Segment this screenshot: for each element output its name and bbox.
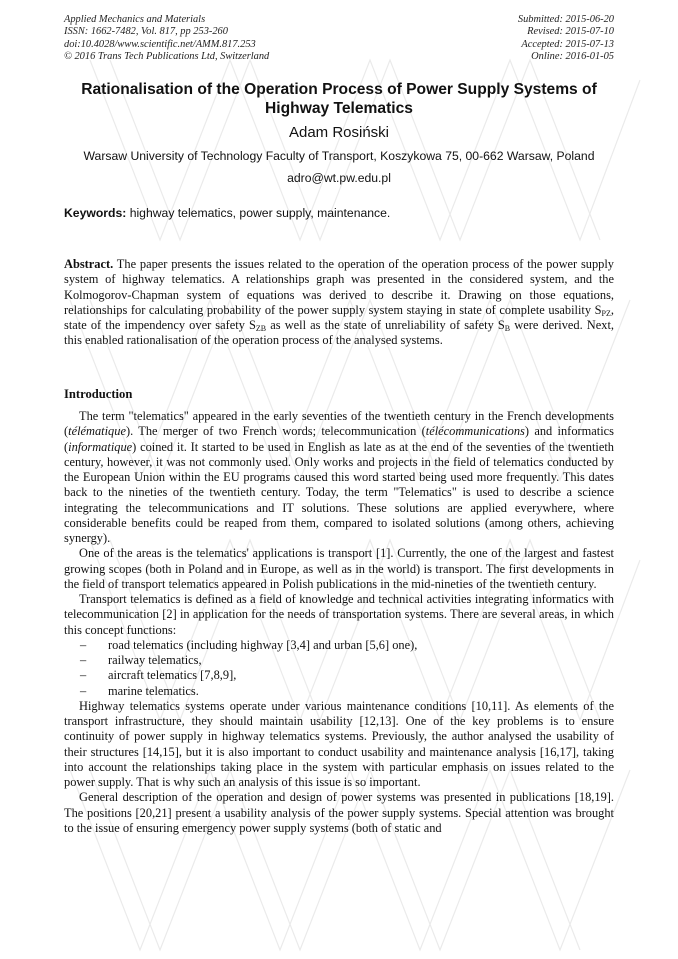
list-marker: – [80, 637, 87, 652]
journal-info [64, 14, 269, 64]
subscript-pz: PZ [601, 308, 611, 318]
author-email[interactable]: adro@wt.pw.edu.pl [287, 171, 391, 185]
italic-term: télématique [68, 424, 126, 439]
text-run: ) and informatics ( [64, 424, 614, 454]
abstract-text: , state of the impendency over safety S [64, 302, 614, 332]
author-affiliation: Warsaw University of Technology Faculty of Transport, Koszykowa 75, 00-662 Warsaw, Poland [83, 149, 595, 163]
date-accepted: Accepted: 2015-07-13 [521, 38, 614, 50]
abstract-text: as well as the state of unreliability of safety S [266, 318, 505, 332]
journal-issn: ISSN: 1662-7482, Vol. 817, pp 253-260 [64, 26, 228, 38]
italic-term: informatique [68, 439, 133, 454]
text-run: ). The merger of two French words; telecommunication ( [125, 424, 426, 439]
text-run: ) coined it. It started to be used in English as late as at the end of the seventies of the twentieth century, however, it was not commonly used. Only works and projects in the field of telematics conducted by the European Union within the EU programs caused this word started being used more frequently. This dates back to the nineties of the twentieth century. Today, the term "Telematics" is used to describe a science integrating the telecommunications and IT solutions. These solutions are applied everywhere, where considerable benefits could be reaped from them, compared to isolated solutions (among others, achieving synergy). [64, 439, 614, 545]
introduction-body [64, 409, 614, 836]
date-submitted: Submitted: 2015-06-20 [517, 14, 614, 25]
abstract [64, 257, 614, 349]
section-heading-introduction: Introduction [64, 387, 133, 401]
list-item-text: aircraft telematics [7,8,9], [108, 668, 237, 683]
paragraph: Highway telematics systems operate under various maintenance conditions [10,11]. As elements of the transport infrastructure, they should maintain usability [12,13]. One of the key problems is to ensure continuity of power supply in highway telematics systems. Previously, the author analysed the usability of their structures [14,15], but it is also important to conduct usability and maintenance analysis [16,17], taking into account the relationships taking place in the system with particular emphasis on issues related to the power supply. That is why such an analysis of this issue is so important. [64, 698, 614, 789]
journal-doi: doi:10.4028/www.scientific.net/AMM.817.253 [64, 38, 256, 50]
paragraph [64, 409, 614, 546]
date-revised: Revised: 2015-07-10 [527, 26, 614, 38]
list-marker: – [80, 653, 87, 667]
journal-name: Applied Mechanics and Materials [64, 14, 206, 25]
publication-dates [518, 14, 614, 64]
abstract-text: were derived. Next, this enabled rationalisation of the operation process of the analysed systems. [64, 318, 614, 348]
list-item-text: marine telematics. [108, 683, 199, 698]
keywords [64, 205, 614, 221]
paper-title: Rationalisation of the Operation Process of Power Supply Systems of Highway Telematics [81, 81, 597, 117]
list-item [64, 668, 614, 683]
list-marker: – [80, 668, 87, 683]
list-item [64, 638, 614, 653]
paragraph: General description of the operation and design of power systems was presented in publications [18,19]. The positions [20,21] present a usability analysis of the power supply systems. Special attention was brought to the issue of ensuring emergency power supply systems (both of static and [64, 790, 614, 835]
italic-term: télécommunications [425, 424, 525, 439]
paragraph: One of the areas is the telematics' applications is transport [1]. Currently, the one of the largest and fastest growing scopes (both in Poland and in Europe, as well as in the world) is transport. The first developments in the field of transport telematics appeared in Polish publications in the mid-nineties of the twentieth century. [64, 546, 614, 591]
abstract-label: Abstract. [64, 257, 114, 271]
subscript-b: B [504, 324, 511, 333]
list-item-text: road telematics (including highway [3,4] and urban [5,6] one), [108, 637, 418, 652]
author-name: Adam Rosiński [288, 124, 390, 141]
text-run: The term "telematics" appeared in the early seventies of the twentieth century in the French developments ( [64, 409, 614, 439]
abstract-text: The paper presents the issues related to the operation of the operation process of the power supply system of highway telematics. A relationships graph was presented in the considered system, and the Kolmogorov-Chapman system of equations was derived to describe it. Drawing on those equations, relationships for calculating probability of the power supply system staying in state of complete usability S [64, 257, 614, 317]
journal-copyright: © 2016 Trans Tech Publications Ltd, Switzerland [64, 51, 270, 63]
subscript-zb: ZB [255, 324, 267, 333]
list-item-text: railway telematics, [108, 653, 202, 667]
list-item [64, 653, 614, 668]
list-marker: – [80, 683, 87, 698]
keywords-text: highway telematics, power supply, maintenance. [126, 206, 391, 220]
telematics-areas-list [64, 638, 614, 699]
keywords-label: Keywords: [64, 206, 127, 220]
list-item [64, 684, 614, 699]
date-online: Online: 2016-01-05 [531, 51, 614, 63]
paragraph: Transport telematics is defined as a field of knowledge and technical activities integrating informatics with telecommunication [2] in application for the needs of transportation systems. There are several areas, in which this concept functions: [64, 592, 614, 637]
